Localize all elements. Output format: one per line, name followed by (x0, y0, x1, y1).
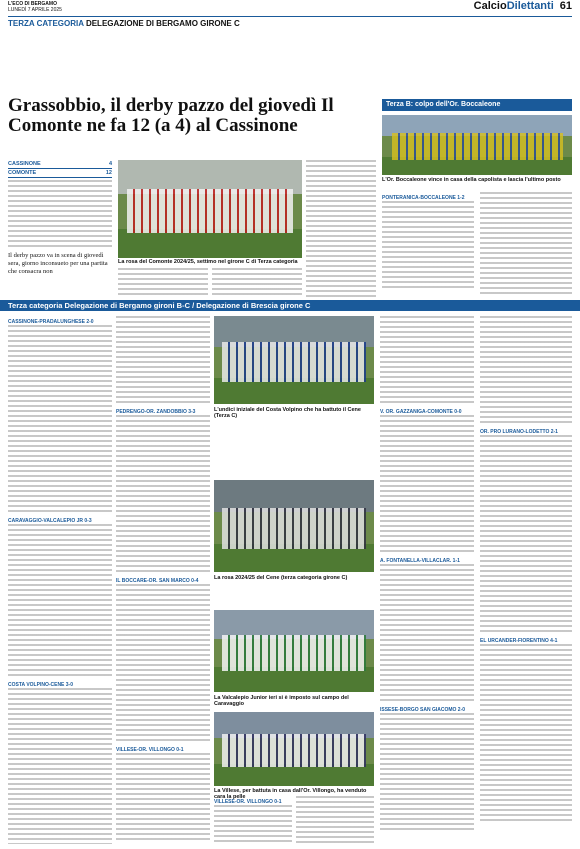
article-col-3 (212, 268, 302, 298)
headline: Grassobbio, il derby pazzo del giovedì Il Comonte ne fa 12 (a 4) al Cassinone (8, 95, 334, 136)
header-rule (8, 16, 572, 17)
boccaleone-caption: L'Or. Boccaleone vince in casa della capolista e lascia l'ultimo posto (382, 177, 561, 183)
cene-photo (214, 480, 374, 572)
boccaleone-photo (382, 115, 572, 175)
boccaleone-report: PONTERANICA-BOCCALEONE 1-2 (382, 192, 474, 296)
cene-caption: La rosa 2024/25 del Cene (terza categoria girone C) (214, 575, 348, 581)
section-dilettanti: Dilettanti (506, 0, 554, 12)
paper-name: L'ECO DI BERGAMO (8, 1, 57, 7)
volpino-photo (214, 316, 374, 404)
score-row-away: COMONTE 12 (8, 170, 112, 176)
volpino-caption: L'undici iniziale del Costa Volpino che ha battuto il Cene (Terza C) (214, 407, 361, 419)
valcalepio-caption: La Valcalepio Junior ieri si è imposto sul campo del Caravaggio (214, 695, 349, 707)
section-calcio: Calcio (473, 0, 507, 12)
villese-report: VILLESE-OR. VILLONGO 0-1 (214, 796, 292, 844)
delegation-label: DELEGAZIONE DI BERGAMO GIRONE C (85, 19, 240, 28)
article-start: Il derby pazzo va in scena di giovedì sera, giorno inconsueto per una partita che consacra non (8, 252, 108, 275)
boccaleone-article (480, 192, 572, 296)
comonte-photo (118, 160, 302, 258)
villese-photo (214, 712, 374, 786)
score-row-home: CASSINONE 4 (8, 161, 112, 167)
section-band: Terza categoria Delegazione di Bergamo gironi B-C / Delegazione di Brescia girone C (0, 300, 580, 311)
issue-date: LUNEDÌ 7 APRILE 2025 (8, 6, 62, 13)
top-bar (0, 0, 580, 14)
valcalepio-photo (214, 610, 374, 692)
lower-col-4: V. OR. GAZZANIGA-COMONTE 0-0 A. FONTANELLA-VILLACLAR. 1-1 ISSESE-BORGO SAN GIACOMO 2-0 (380, 316, 474, 844)
villese-article (296, 796, 374, 844)
section-label (8, 19, 240, 28)
comonte-caption: La rosa del Comonte 2024/25, settimo nel girone C di Terza categoria (118, 259, 298, 265)
page-number: 61 (559, 0, 572, 12)
side-banner: Terza B: colpo dell'Or. Boccaleone (382, 99, 572, 111)
article-col-4 (306, 160, 376, 298)
villese-caption: La Villese, per battuta in casa dall'Or. Villongo, ha venduto cara la pelle (214, 788, 367, 800)
lower-col-2: PEDRENGO-OR. ZANDOBBIO 3-3 IL BOCCARE-OR. SAN MARCO 0-4 VILLESE-OR. VILLONGO 0-1 (116, 316, 210, 844)
article-col-2 (118, 268, 208, 298)
lineups-text (8, 180, 112, 250)
category-label: TERZA CATEGORIA (8, 19, 84, 28)
lower-col-5: OR. PRO LURANO-LODETTO 2-1 EL URCANDER-FIORENTINO 4-1 (480, 316, 572, 844)
scoreboard (8, 160, 112, 178)
lower-col-1: CASSINONE-PRADALUNGHESE 2-0 CARAVAGGIO-VALCALEPIO JR 0-3 COSTA VOLPINO-CENE 3-0 (8, 316, 112, 844)
